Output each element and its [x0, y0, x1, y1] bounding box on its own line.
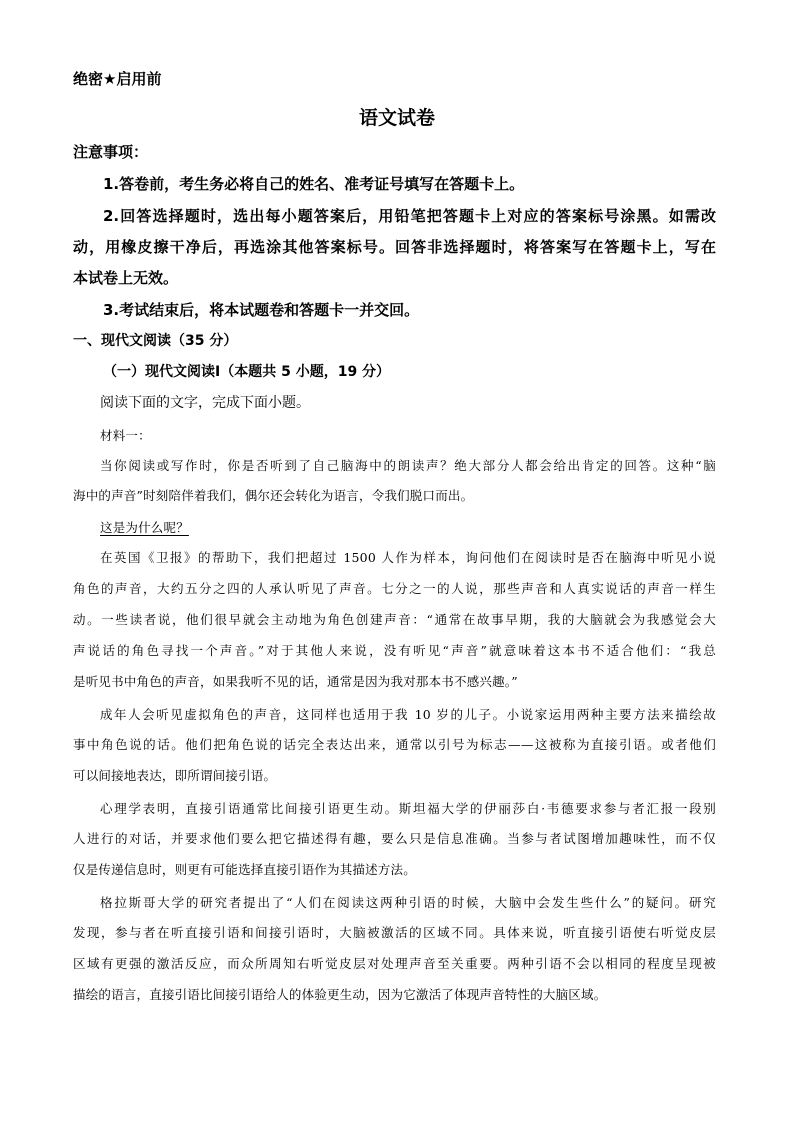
reading-instruction: 阅读下面的文字，完成下面小题。: [100, 395, 310, 411]
notice-item-2-line-3: 本试卷上无效。: [73, 269, 179, 287]
page-title: 语文试卷: [358, 107, 435, 129]
paragraph-line: 角色的声音，大约五分之四的人承认听见了声音。七分之一的人说，那些声音和人真实说话的声音一样生: [73, 581, 716, 596]
paragraph-line: 心理学表明，直接引语通常比间接引语更生动。斯坦福大学的伊丽莎白·韦德要求参与者汇报一段别: [100, 801, 716, 816]
paragraph-line: 在英国《卫报》的帮助下，我们把超过 1500 人作为样本，询问他们在阅读时是否在脑海中听见小说: [100, 550, 716, 565]
notice-item-2-line-2: 动，用橡皮擦干净后，再选涂其他答案标号。回答非选择题时，将答案写在答题卡上，写在: [73, 238, 716, 256]
notice-heading: 注意事项：: [73, 143, 149, 161]
paragraph-line: 动。一些读者说，他们很早就会主动地为角色创建声音：“通常在故事早期，我的大脑就会为我感觉会大: [73, 612, 716, 627]
paragraph-line: 声说话的角色寻找一个声音。”对于其他人来说，没有听见“声音”就意味着这本书不适合他们：“我总: [73, 643, 716, 658]
paragraph-line: 可以间接地表达，即所谓间接引语。: [73, 768, 277, 783]
paragraph-line: 区域有更强的激活反应，而众所周知右听觉皮层对处理声音至关重要。两种引语不会以相同的程度呈现被: [73, 956, 716, 971]
section-heading: 一、现代文阅读（35 分）: [73, 333, 238, 349]
notice-item-1: 1.答卷前，考生务必将自己的姓名、准考证号填写在答题卡上。: [103, 175, 525, 193]
paragraph-line: 事中角色说的话。他们把角色说的话完全表达出来，通常以引号为标志——这被称为直接引语。或者他们: [73, 737, 716, 752]
question-text: 这是为什么呢？: [100, 520, 189, 535]
paragraph-line: 发现，参与者在听直接引语和间接引语时，大脑被激活的区域不同。具体来说，听直接引语使右听觉皮层: [73, 925, 716, 940]
confidential-label: 绝密★启用前: [73, 70, 162, 88]
notice-item-3: 3.考试结束后，将本试题卷和答题卡一并交回。: [103, 301, 420, 319]
paragraph-line: 格拉斯哥大学的研究者提出了“人们在阅读这两种引语的时候，大脑中会发生些什么”的疑问。研究: [100, 895, 716, 910]
subsection-heading: （一）现代文阅读Ⅰ（本题共 5 小题，19 分）: [103, 364, 391, 380]
material-label: 材料一：: [100, 428, 151, 443]
paragraph-line: 当你阅读或写作时，你是否听到了自己脑海中的朗读声？绝大部分人都会给出肯定的回答。这种“脑: [100, 458, 716, 473]
notice-item-2-line-1: 2.回答选择题时，选出每小题答案后，用铅笔把答题卡上对应的答案标号涂黑。如需改: [103, 207, 716, 225]
paragraph-line: 人进行的对话，并要求他们要么把它描述得有趣，要么只是信息准确。当参与者试图增加趣味性，而不仅: [73, 831, 716, 846]
paragraph-line: 海中的声音”时刻陪伴着我们，偶尔还会转化为语言，令我们脱口而出。: [73, 488, 474, 503]
paragraph-line: 成年人会听见虚拟角色的声音，这同样也适用于我 10 岁的儿子。小说家运用两种主要方法来描绘故: [100, 707, 716, 722]
paragraph-line: 是听见书中角色的声音，如果我听不见的话，通常是因为我对那本书不感兴趣。”: [73, 674, 518, 689]
paragraph-line: 仅是传递信息时，则更有可能选择直接引语作为其描述方法。: [73, 862, 416, 877]
paragraph-line: 描绘的语言，直接引语比间接引语给人的体验更生动，因为它激活了体现声音特性的大脑区域。: [73, 987, 607, 1002]
